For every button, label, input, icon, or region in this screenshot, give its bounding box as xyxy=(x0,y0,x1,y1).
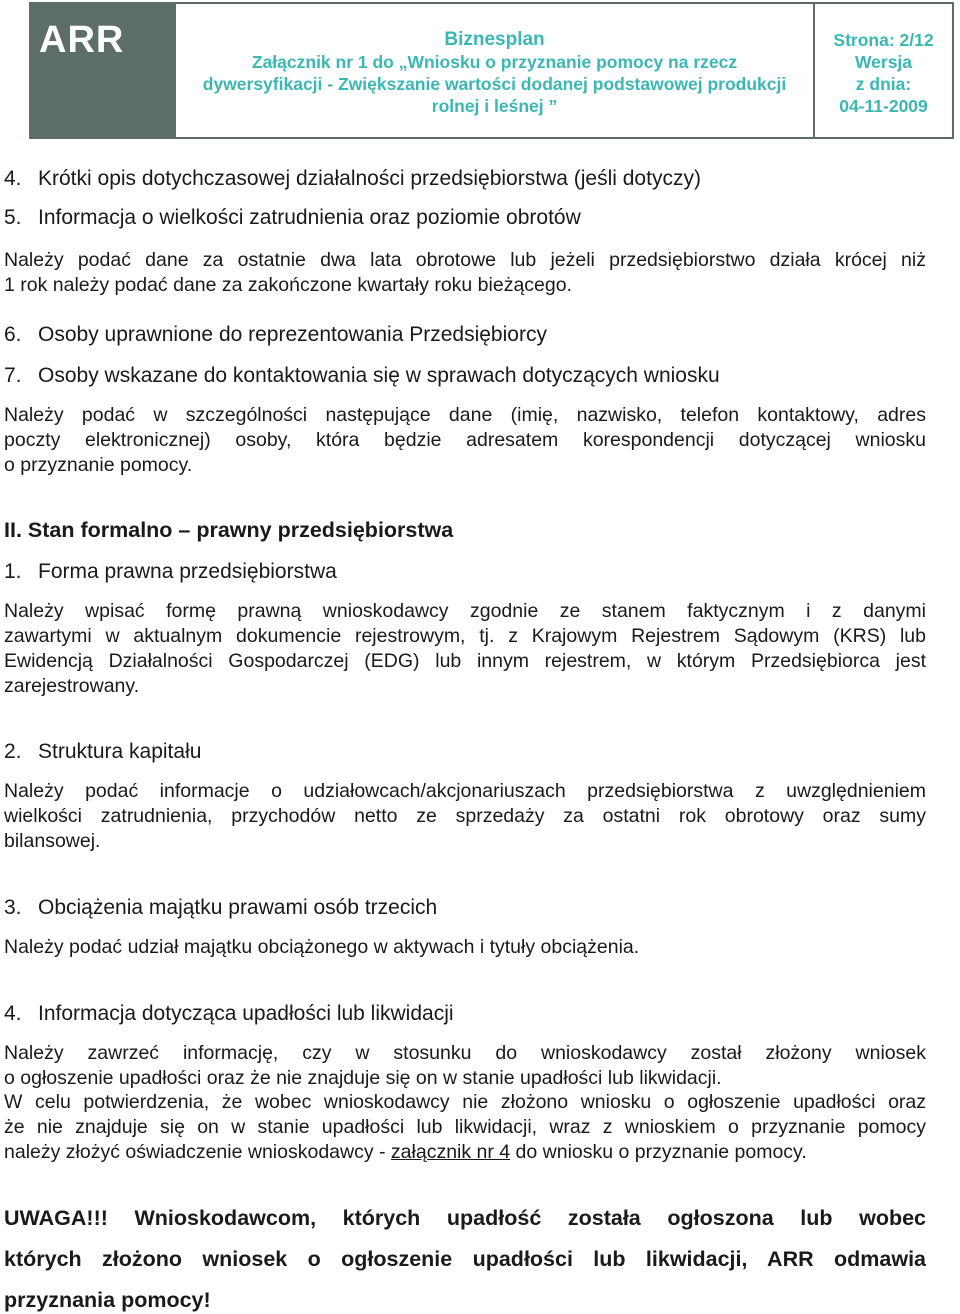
warning-line: UWAGA!!! Wnioskodawcom, których upadłość została ogłoszona lub wobec xyxy=(4,1206,926,1230)
page-number: Strona: 2/12 xyxy=(833,30,934,50)
section-heading-6: 6. Osoby uprawnione do reprezentowania Przedsiębiorcy xyxy=(4,323,547,346)
date-label: z dnia: xyxy=(855,74,912,94)
arr-logo-icon xyxy=(37,18,167,58)
section-heading-5: 5. Informacja o wielkości zatrudnienia oraz poziomie obrotów xyxy=(4,206,581,229)
paragraph-line: że nie znajduje się on w stanie upadłości lub likwidacji, wraz z wnioskiem o przyznanie pomocy xyxy=(4,1116,926,1138)
document-subtitle-line: rolnej i leśnej ” xyxy=(431,96,558,116)
attachment-link[interactable]: załącznik nr 4 xyxy=(390,1141,511,1163)
svg-text:ARR: ARR xyxy=(39,19,125,58)
warning-line: których złożono wniosek o ogłoszenie upadłości lub likwidacji, ARR odmawia xyxy=(4,1247,926,1271)
section-title: II. Stan formalno – prawny przedsiębiorstwa xyxy=(4,518,454,542)
document-subtitle-line: Załącznik nr 1 do „Wniosku o przyznanie pomocy na rzecz xyxy=(251,52,738,72)
paragraph-line: o przyznanie pomocy. xyxy=(4,454,193,476)
paragraph-line: należy złożyć oświadczenie wnioskodawcy - załącznik nr 4 do wniosku o przyznanie pomocy. xyxy=(4,1141,807,1163)
version-label: Wersja xyxy=(854,52,913,72)
arr-logo xyxy=(31,4,176,137)
paragraph-line: Należy podać udział majątku obciążonego w aktywach i tytuły obciążenia. xyxy=(4,936,640,958)
subsection-heading-4: 4. Informacja dotycząca upadłości lub likwidacji xyxy=(4,1002,454,1025)
subsection-heading-2: 2. Struktura kapitału xyxy=(4,740,202,763)
paragraph-line: poczty elektronicznej) osoby, która będzie adresatem korespondencji dotyczącej wniosku xyxy=(4,429,926,451)
date-value: 04-11-2009 xyxy=(839,96,928,116)
document-subtitle-line: dywersyfikacji - Zwiększanie wartości dodanej podstawowej produkcji xyxy=(202,74,787,94)
paragraph-line: Należy podać w szczególności następujące dane (imię, nazwisko, telefon kontaktowy, adres xyxy=(4,404,926,426)
paragraph-line: Należy podać dane za ostatnie dwa lata obrotowe lub jeżeli przedsiębiorstwo działa krócej niż xyxy=(4,249,926,271)
subsection-heading-1: 1. Forma prawna przedsiębiorstwa xyxy=(4,560,337,583)
document-title-block xyxy=(176,4,815,137)
paragraph-line: Należy podać informacje o udziałowcach/akcjonariuszach przedsiębiorstwa z uwzględnieniem xyxy=(4,780,926,802)
paragraph-line: Należy zawrzeć informację, czy w stosunku do wnioskodawcy został złożony wniosek xyxy=(4,1042,926,1064)
paragraph-line: bilansowej. xyxy=(4,830,101,852)
paragraph-line: 1 rok należy podać dane za zakończone kwartały roku bieżącego. xyxy=(4,274,573,296)
document-meta-block xyxy=(815,4,952,137)
document-title: Biznesplan xyxy=(444,29,545,50)
paragraph-line: wielkości zatrudnienia, przychodów netto ze sprzedaży za ostatni rok obrotowy oraz sumy xyxy=(4,805,926,827)
paragraph-line: zawartymi w aktualnym dokumencie rejestrowym, tj. z Krajowym Rejestrem Sądowym (KRS) lub xyxy=(4,625,926,647)
page-header xyxy=(29,2,954,139)
paragraph-line: Ewidencją Działalności Gospodarczej (EDG) lub innym rejestrem, w którym Przedsiębiorca jest xyxy=(4,650,926,672)
section-heading-7: 7. Osoby wskazane do kontaktowania się w sprawach dotyczących wniosku xyxy=(4,364,720,387)
subsection-heading-3: 3. Obciążenia majątku prawami osób trzecich xyxy=(4,896,438,919)
paragraph-line: o ogłoszenie upadłości oraz że nie znajduje się on w stanie upadłości lub likwidacji. xyxy=(4,1067,722,1089)
paragraph-line: W celu potwierdzenia, że wobec wnioskodawcy nie złożono wniosku o ogłoszenie upadłości oraz xyxy=(4,1091,926,1113)
section-heading-4: 4. Krótki opis dotychczasowej działalności przedsiębiorstwa (jeśli dotyczy) xyxy=(4,167,701,190)
paragraph-line: Należy wpisać formę prawną wnioskodawcy zgodnie ze stanem faktycznym i z danymi xyxy=(4,600,926,622)
paragraph-line: zarejestrowany. xyxy=(4,675,140,697)
warning-line: przyznania pomocy! xyxy=(4,1288,211,1312)
